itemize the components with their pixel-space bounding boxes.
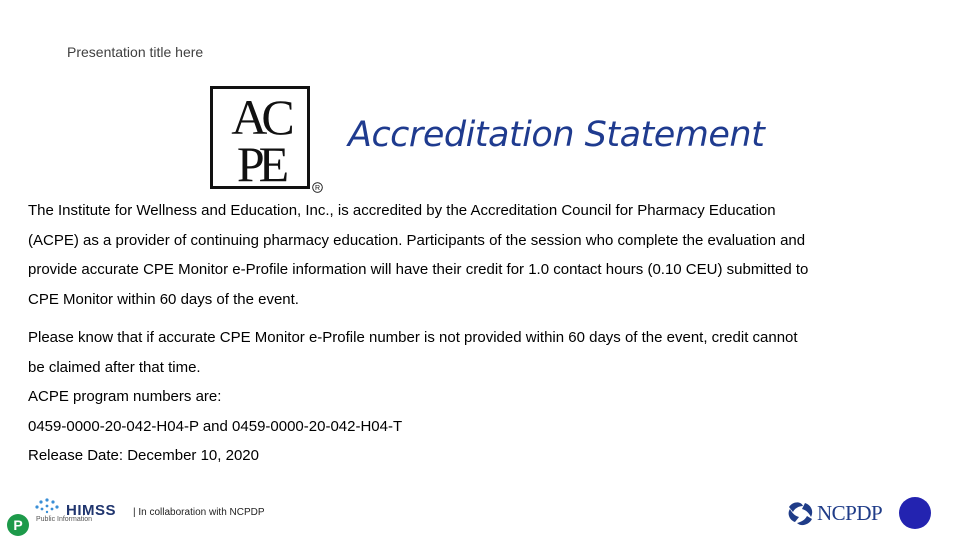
blue-circle-icon bbox=[899, 497, 931, 529]
program-label: ACPE program numbers are: bbox=[28, 388, 222, 405]
ncpdp-label: NCPDP bbox=[817, 501, 883, 525]
slide-title: Accreditation Statement bbox=[348, 115, 765, 155]
presentation-title: Presentation title here bbox=[67, 44, 204, 60]
collaboration-note: | In collaboration with NCPDP bbox=[133, 507, 265, 518]
paragraph-line: Please know that if accurate CPE Monitor e-Profile number is not provided within 60 days of the event, credit cannot bbox=[28, 329, 798, 346]
paragraph-line: CPE Monitor within 60 days of the event. bbox=[28, 290, 299, 308]
registered-mark-letter: R bbox=[314, 185, 321, 193]
paragraph-line: The Institute for Wellness and Education, Inc., is accredited by the Accreditation Council for Pharmacy Education bbox=[28, 202, 776, 219]
program-block bbox=[28, 382, 938, 471]
logo-letters-top: AC bbox=[231, 89, 289, 145]
himss-logo bbox=[30, 496, 120, 528]
release-date: Release Date: December 10, 2020 bbox=[28, 447, 259, 464]
paragraph-line: provide accurate CPE Monitor e-Profile information will have their credit for 1.0 contact hours (0.10 CEU) submitted to bbox=[28, 261, 809, 278]
public-badge-icon: P bbox=[7, 514, 29, 536]
ncpdp-logo bbox=[785, 497, 885, 529]
public-information-label: Public Information bbox=[36, 516, 93, 523]
registered-mark bbox=[312, 180, 323, 191]
notice-paragraph bbox=[28, 323, 938, 382]
accreditation-paragraph bbox=[28, 196, 938, 314]
himss-label: HIMSS bbox=[66, 502, 117, 519]
acpe-logo bbox=[210, 86, 310, 189]
paragraph-line: be claimed after that time. bbox=[28, 358, 201, 376]
accreditation-body bbox=[28, 196, 938, 471]
paragraph-line: (ACPE) as a provider of continuing pharmacy education. Participants of the session who complete the evaluation and bbox=[28, 231, 806, 249]
program-numbers: 0459-0000-20-042-H04-P and 0459-0000-20-042-H04-T bbox=[28, 417, 403, 435]
logo-letters-bottom: PE bbox=[236, 136, 284, 186]
